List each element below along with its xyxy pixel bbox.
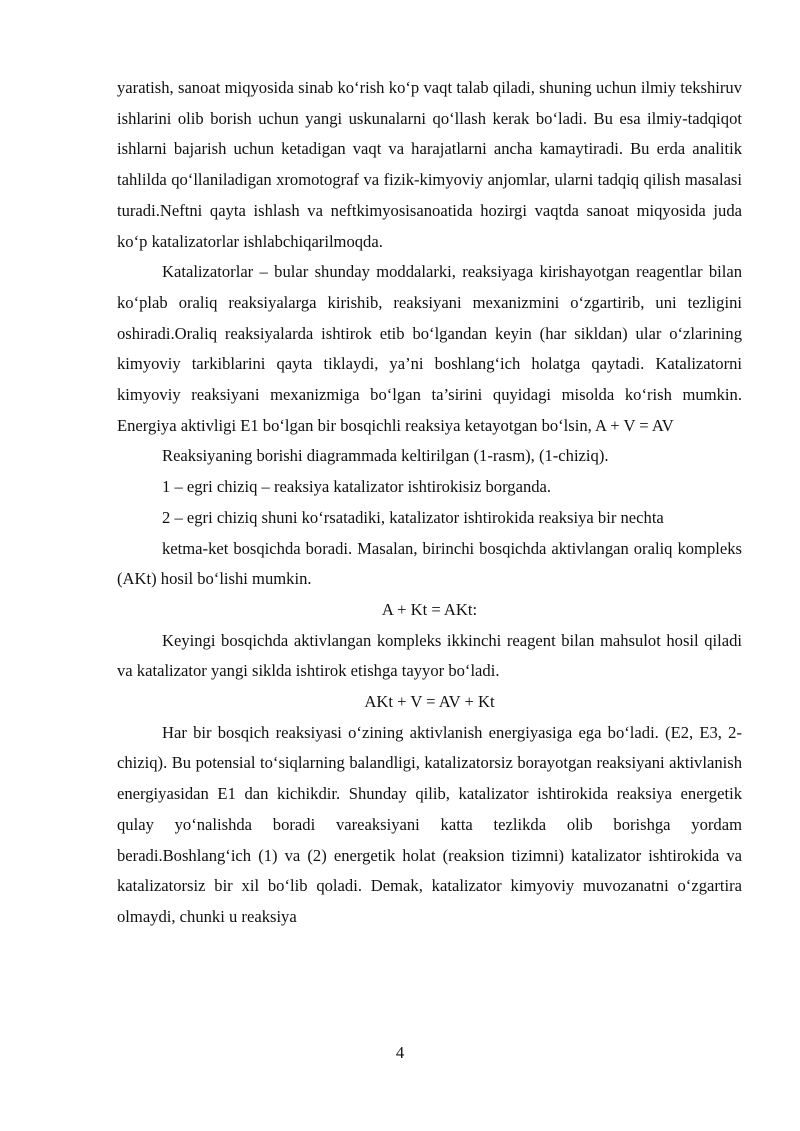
- paragraph-catalysts-definition: Katalizatorlar – bular shunday moddalarki, reaksiyaga kirishayotgan reagentlar bilan ko‘plab oraliq reaksiyalarga kirishib, reaksiyani mexanizmini o‘zgartirib, uni tezligini oshiradi.Oraliq reaksiyalarda ishtirok etib bo‘lgandan keyin (har sikldan) ular o‘zlarining kimyoviy tarkiblarini qayta tiklaydi, ya’ni boshlang‘ich holatga qaytadi. Katalizatorni kimyoviy reaksiyani mexanizmiga bo‘lgan ta’sirini quyidagi misolda ko‘rish mumkin. Energiya aktivligi E1 bo‘lgan bir bosqichli reaksiya ketayotgan bo‘lsin, A + V = AV: [117, 262, 742, 435]
- paragraph-intro-continuation: yaratish, sanoat miqyosida sinab ko‘rish ko‘p vaqt talab qiladi, shuning uchun ilmiy tekshiruv ishlarini olib borish uchun yangi uskunalarni qo‘llash kerak bo‘ladi. Bu esa ilmiy-tadqiqot ishlarni bajarish uchun ketadigan vaqt va harajatlarni ancha kamaytiradi. Bu erda analitik tahlilda qo‘llaniladigan xromotograf va fizik-kimyoviy anjomlar, ularni tadqiq qilish masalasi turadi.Neftni qayta ishlash va neftkimyosisanoatida hozirgi vaqtda sanoat miqyosida juda ko‘p katalizatorlar ishlabchiqarilmoqda.: [117, 78, 742, 251]
- paragraph-diagram-reference: Reaksiyaning borishi diagrammada keltirilgan (1-rasm), (1-chiziq).: [162, 446, 609, 466]
- equation-step-2: AKt + V = AV + Kt: [364, 692, 495, 712]
- paragraph-multistep: ketma-ket bosqichda boradi. Masalan, birinchi bosqichda aktivlangan oraliq kompleks (AKt) hosil bo‘lishi mumkin.: [117, 538, 742, 589]
- paragraph-curve-2: 2 – egri chiziq shuni ko‘rsatadiki, katalizator ishtirokida reaksiya bir nechta: [162, 507, 664, 527]
- paragraph-curve-1: 1 – egri chiziq – reaksiya katalizator ishtirokisiz borganda.: [162, 477, 552, 497]
- equation-step-1: A + Kt = AKt:: [381, 599, 478, 619]
- page-number: 4: [395, 1043, 405, 1062]
- body-text: [117, 73, 742, 933]
- paragraph-next-step: Keyingi bosqichda aktivlangan kompleks ikkinchi reagent bilan mahsulot hosil qiladi va katalizator yangi siklda ishtirok etishga tayyor bo‘ladi.: [117, 630, 742, 681]
- paragraph-activation-energy: Har bir bosqich reaksiyasi o‘zining aktivlanish energiyasiga ega bo‘ladi. (E2, E3, 2-chiziq). Bu potensial to‘siqlarning balandligi, katalizatorsiz borayotgan reaksiyani aktivlanish energiyasidan E1 dan kichikdir. Shunday qilib, katalizator ishtirokida reaksiya energetik qulay yo‘nalishda boradi vareaksiyani katta tezlikda olib borishga yordam beradi.Boshlang‘ich (1) va (2) energetik holat (reaksion tizimni) katalizator ishtirokida va katalizatorsiz bir xil bo‘lib qoladi. Demak, katalizator kimyoviy muvozanatni o‘zgartira olmaydi, chunki u reaksiya: [117, 722, 742, 926]
